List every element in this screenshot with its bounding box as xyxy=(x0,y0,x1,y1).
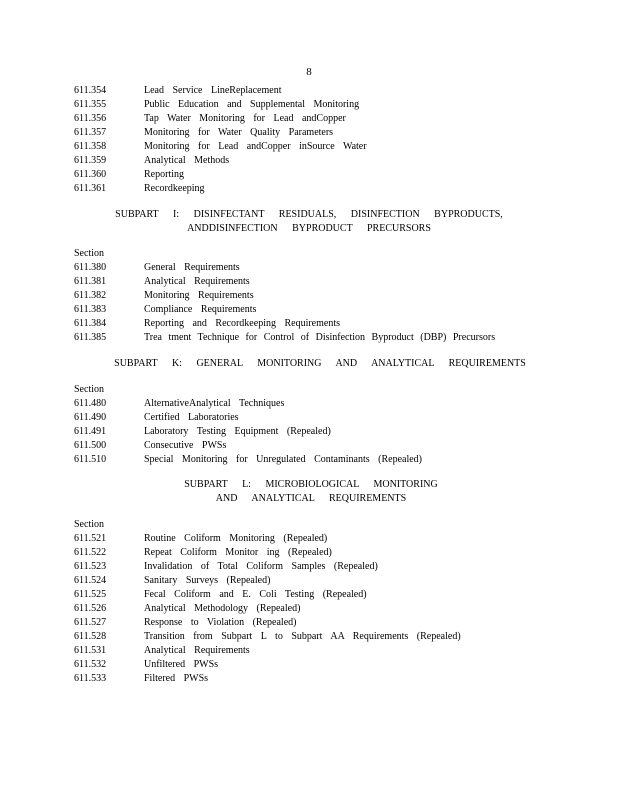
section-number: 611.532 xyxy=(74,659,107,670)
subpart-l-heading: SUBPART L: MICROBIOLOGICAL MONITORING xyxy=(184,479,438,490)
section-title: Sanitary Surveys (Repealed) xyxy=(144,575,271,586)
section-title: Repeat Coliform Monitor ing (Repealed) xyxy=(144,547,332,558)
section-number: 611.524 xyxy=(74,575,107,586)
section-number: 611.382 xyxy=(74,290,107,301)
section-number: 611.491 xyxy=(74,426,107,437)
section-title: Routine Coliform Monitoring (Repealed) xyxy=(144,533,328,544)
section-title: Reporting xyxy=(144,169,184,180)
section-title: Filtered PWSs xyxy=(144,673,209,684)
toc-entry xyxy=(74,588,367,602)
section-title: Analytical Methodology (Repealed) xyxy=(144,603,301,614)
section-title: Certified Laboratories xyxy=(144,412,239,423)
toc-entry xyxy=(74,532,327,546)
section-number: 611.359 xyxy=(74,155,107,166)
section-title: Special Monitoring for Unregulated Contaminants (Repealed) xyxy=(144,454,422,465)
section-number: 611.385 xyxy=(74,332,107,343)
section-title: Laboratory Testing Equipment (Repealed) xyxy=(144,426,331,437)
section-label: Section xyxy=(74,248,104,259)
toc-entry xyxy=(74,140,367,154)
section-number: 611.490 xyxy=(74,412,107,423)
section-number: 611.531 xyxy=(74,645,107,656)
section-number: 611.523 xyxy=(74,561,107,572)
toc-entry xyxy=(74,439,226,453)
section-title: Compliance Requirements xyxy=(144,304,257,315)
toc-entry xyxy=(74,574,270,588)
subpart-i-heading: SUBPART I: DISINFECTANT RESIDUALS, DISINFECTION BYPRODUCTS, xyxy=(115,209,503,220)
section-number: 611.357 xyxy=(74,127,107,138)
section-title: Unfiltered PWSs xyxy=(144,659,219,670)
toc-entry xyxy=(74,672,208,686)
section-title: Tap Water Monitoring for Lead andCopper xyxy=(144,113,346,124)
section-number: 611.361 xyxy=(74,183,107,194)
section-number: 611.521 xyxy=(74,533,107,544)
section-title: Reporting and Recordkeeping Requirements xyxy=(144,318,341,329)
section-title: Public Education and Supplemental Monitoring xyxy=(144,99,360,110)
toc-entry xyxy=(74,644,250,658)
section-title: Analytical Requirements xyxy=(144,276,250,287)
toc-entry xyxy=(74,453,422,467)
toc-entry xyxy=(74,98,359,112)
toc-entry xyxy=(74,560,378,574)
section-title: Response to Violation (Repealed) xyxy=(144,617,297,628)
section-label: Section xyxy=(74,384,104,395)
subpart-l-heading-line2: AND ANALYTICAL REQUIREMENTS xyxy=(215,493,407,504)
section-number: 611.358 xyxy=(74,141,107,152)
section-number: 611.354 xyxy=(74,85,107,96)
section-title: General Requirements xyxy=(144,262,240,273)
toc-entry xyxy=(74,168,184,182)
section-number: 611.522 xyxy=(74,547,107,558)
toc-entry xyxy=(74,602,300,616)
section-title: Invalidation of Total Coliform Samples (Repealed) xyxy=(144,561,378,572)
toc-entry xyxy=(74,616,296,630)
section-title: Fecal Coliform and E. Coli Testing (Repealed) xyxy=(144,589,367,600)
toc-entry xyxy=(74,182,205,196)
section-number: 611.533 xyxy=(74,673,107,684)
toc-entry xyxy=(74,317,340,331)
toc-entry xyxy=(74,411,239,425)
section-title: Recordkeeping xyxy=(144,183,205,194)
section-title: Consecutive PWSs xyxy=(144,440,227,451)
section-number: 611.355 xyxy=(74,99,107,110)
toc-entry xyxy=(74,630,461,644)
toc-entry xyxy=(74,154,229,168)
toc-entry xyxy=(74,289,254,303)
section-number: 611.510 xyxy=(74,454,107,465)
toc-entry xyxy=(74,303,256,317)
section-title: Monitoring for Lead andCopper inSource Water xyxy=(144,141,367,152)
page-number: 8 xyxy=(306,66,312,78)
section-title: Transition from Subpart L to Subpart AA Requirements (Repealed) xyxy=(144,631,461,642)
section-number: 611.525 xyxy=(74,589,107,600)
toc-entry xyxy=(74,84,282,98)
section-number: 611.528 xyxy=(74,631,107,642)
section-number: 611.384 xyxy=(74,318,107,329)
toc-entry xyxy=(74,546,332,560)
section-number: 611.356 xyxy=(74,113,107,124)
section-number: 611.360 xyxy=(74,169,107,180)
subpart-i-heading-line2: ANDDISINFECTION BYPRODUCT PRECURSORS xyxy=(187,223,431,234)
section-title: Monitoring Requirements xyxy=(144,290,254,301)
section-title: Lead Service LineReplacement xyxy=(144,85,282,96)
section-number: 611.526 xyxy=(74,603,107,614)
section-title: Trea tment Technique for Control of Disinfection Byproduct (DBP) Precursors xyxy=(144,332,496,343)
section-number: 611.500 xyxy=(74,440,107,451)
section-number: 611.480 xyxy=(74,398,107,409)
section-title: Analytical Requirements xyxy=(144,645,250,656)
section-label: Section xyxy=(74,519,104,530)
toc-entry xyxy=(74,331,495,345)
section-title: Analytical Methods xyxy=(144,155,230,166)
toc-entry xyxy=(74,275,250,289)
section-number: 611.527 xyxy=(74,617,107,628)
subpart-k-heading: SUBPART K: GENERAL MONITORING AND ANALYTICAL REQUIREMENTS xyxy=(114,358,526,369)
section-number: 611.383 xyxy=(74,304,107,315)
toc-entry xyxy=(74,112,346,126)
section-number: 611.380 xyxy=(74,262,107,273)
section-number: 611.381 xyxy=(74,276,107,287)
toc-entry xyxy=(74,397,284,411)
section-title: AlternativeAnalytical Techniques xyxy=(144,398,285,409)
section-title: Monitoring for Water Quality Parameters xyxy=(144,127,334,138)
toc-entry xyxy=(74,261,240,275)
toc-entry xyxy=(74,425,331,439)
toc-entry xyxy=(74,126,333,140)
toc-entry xyxy=(74,658,218,672)
